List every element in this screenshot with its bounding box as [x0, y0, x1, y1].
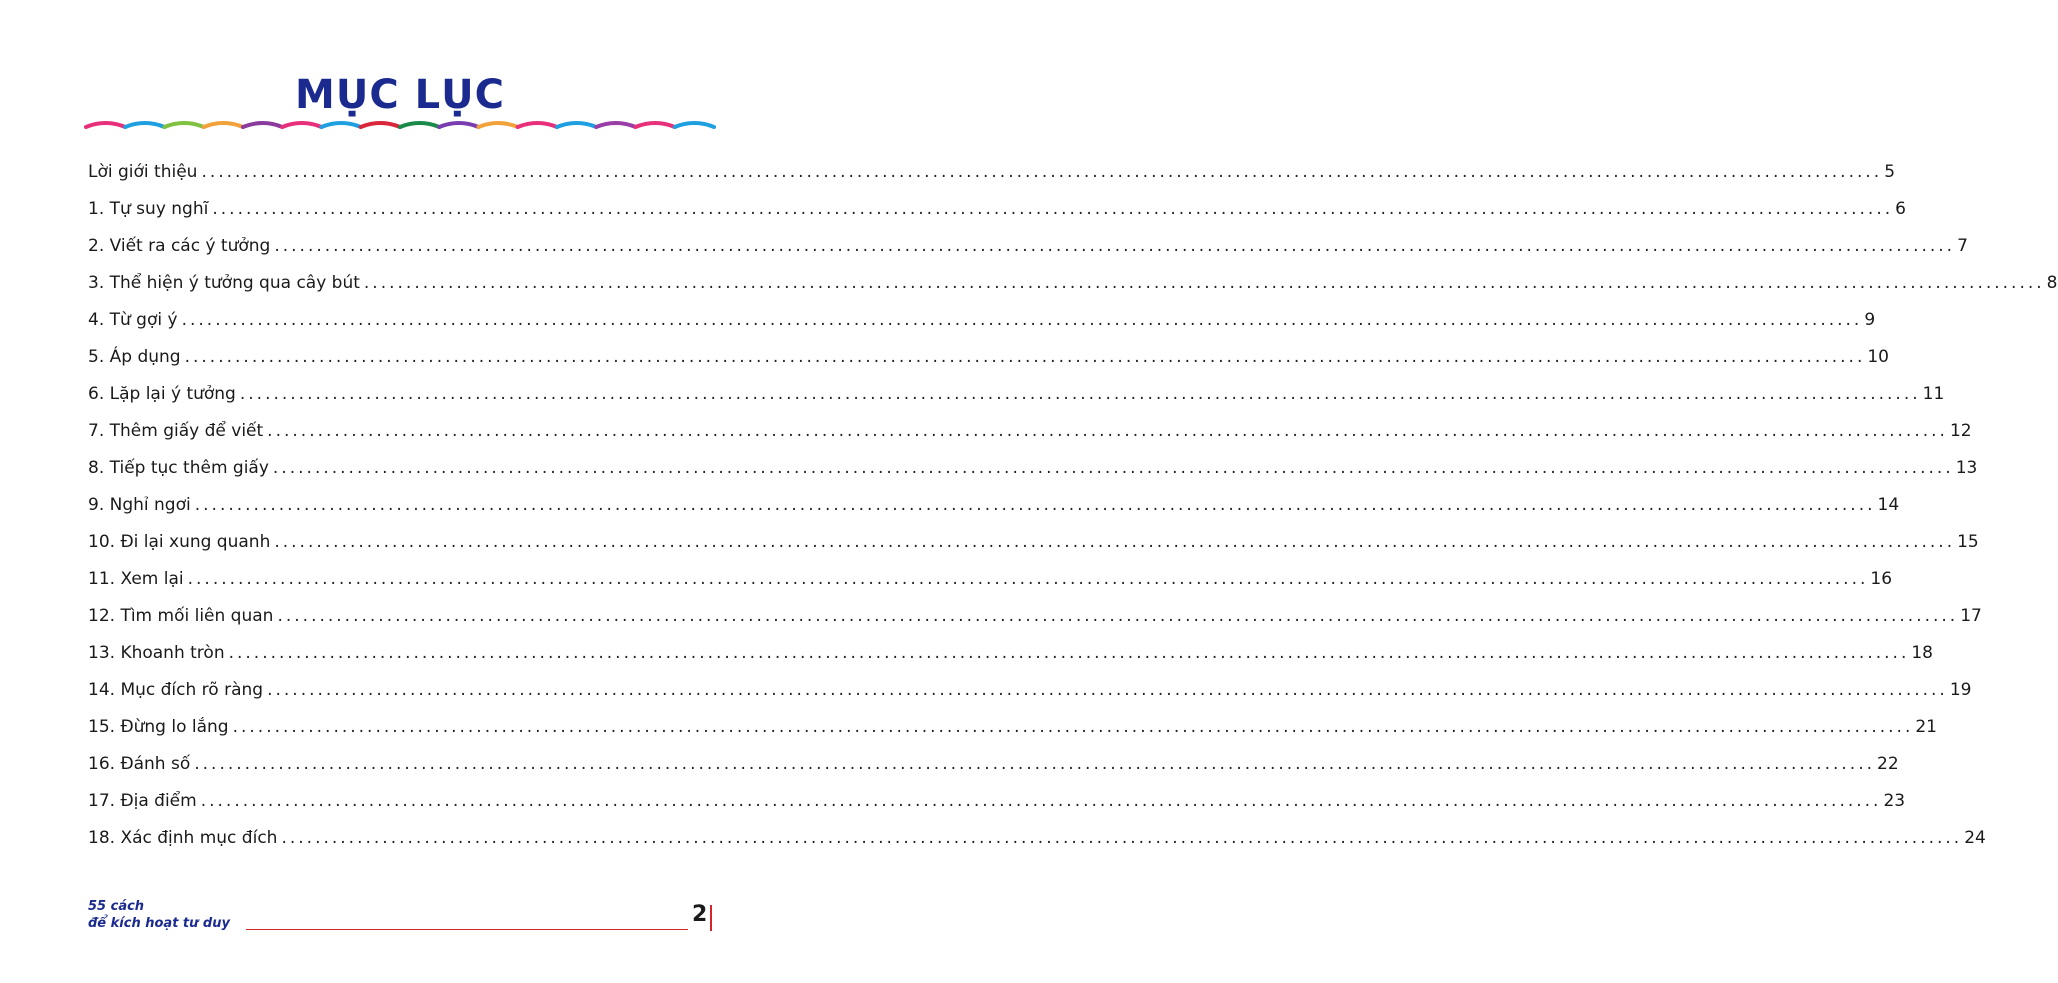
toc-entry-page: 22 — [1877, 754, 1899, 774]
wave-segment — [675, 123, 714, 127]
toc-entry-page: 16 — [1870, 569, 1893, 589]
toc-entry — [88, 524, 1979, 561]
toc-entry-page: 10 — [1867, 347, 1889, 367]
toc-leader-dots: ........................................................................................................................................................................................................ — [187, 569, 1869, 589]
toc-leader-dots: ........................................................................................................................................................................................................ — [239, 384, 1921, 404]
toc-entry — [88, 635, 1933, 672]
toc-entry-page: 14 — [1877, 495, 1900, 515]
toc-leader-dots: ........................................................................................................................................................................................................ — [277, 606, 1959, 626]
toc-entry — [88, 339, 1889, 376]
toc-entry — [88, 561, 1893, 598]
toc-entry-page: 6 — [1895, 199, 1906, 219]
wave-segment — [282, 123, 321, 127]
toc-entry-label: 2. Viết ra các ý tưởng — [88, 236, 271, 256]
toc-entry-label: 8. Tiếp tục thêm giấy — [88, 458, 269, 478]
toc-entry-page: 12 — [1949, 421, 1972, 441]
wave-segment — [86, 123, 125, 127]
wave-segment — [557, 123, 596, 127]
wave-segment — [596, 123, 635, 127]
toc-entry-label: 15. Đừng lo lắng — [88, 717, 229, 737]
toc-leader-dots: ........................................................................................................................................................................................................ — [212, 199, 1894, 219]
toc-entry-label: 10. Đi lại xung quanh — [88, 532, 271, 552]
wave-segment — [204, 123, 243, 127]
toc-entry-label: 5. Áp dụng — [88, 347, 181, 367]
table-of-contents — [88, 154, 2058, 857]
toc-entry-page: 21 — [1915, 717, 1937, 737]
toc-leader-dots: ........................................................................................................................................................................................................ — [267, 680, 1948, 700]
toc-entry-label: 4. Từ gợi ý — [88, 310, 178, 330]
page-number-tick — [710, 905, 712, 931]
toc-entry-label: 12. Tìm mối liên quan — [88, 606, 274, 626]
wave-segment — [361, 123, 400, 127]
toc-entry-page: 11 — [1922, 384, 1945, 404]
toc-entry-label: 11. Xem lại — [88, 569, 184, 589]
wave-segment — [243, 123, 282, 127]
page-title: MỤC LỤC — [295, 72, 505, 118]
toc-entry-label: 3. Thể hiện ý tưởng qua cây bút — [88, 273, 360, 293]
toc-entry — [88, 154, 1896, 191]
toc-leader-dots: ........................................................................................................................................................................................................ — [194, 495, 1876, 515]
toc-leader-dots: ........................................................................................................................................................................................................ — [232, 717, 1914, 737]
wave-segment — [322, 123, 361, 127]
wave-segment — [125, 123, 164, 127]
toc-entry-page: 17 — [1960, 606, 1982, 626]
toc-entry-label: 1. Tự suy nghĩ — [88, 199, 209, 219]
toc-entry — [88, 265, 2058, 302]
toc-leader-dots: ........................................................................................................................................................................................................ — [181, 310, 1863, 330]
toc-entry — [88, 746, 1899, 783]
wave-segment — [479, 123, 518, 127]
toc-entry — [88, 228, 1968, 265]
toc-entry-page: 5 — [1884, 162, 1896, 182]
toc-entry-label: 13. Khoanh tròn — [88, 643, 225, 663]
brand-line-2: để kích hoạt tư duy — [88, 916, 230, 931]
toc-leader-dots: ........................................................................................................................................................................................................ — [272, 458, 1954, 478]
toc-entry-page: 7 — [1957, 236, 1968, 256]
wave-segment — [518, 123, 557, 127]
toc-entry-page: 23 — [1883, 791, 1906, 811]
toc-leader-dots: ........................................................................................................................................................................................................ — [274, 532, 1956, 552]
toc-entry-label: 9. Nghỉ ngơi — [88, 495, 191, 515]
toc-leader-dots: ........................................................................................................................................................................................................ — [200, 791, 1882, 811]
toc-leader-dots: ........................................................................................................................................................................................................ — [201, 162, 1883, 182]
toc-entry — [88, 783, 1906, 820]
toc-entry — [88, 820, 1986, 857]
toc-entry-label: 16. Đánh số — [88, 754, 191, 774]
toc-leader-dots: ........................................................................................................................................................................................................ — [363, 273, 2045, 293]
toc-entry-page: 19 — [1949, 680, 1972, 700]
toc-entry — [88, 191, 1906, 228]
toc-entry — [88, 487, 1900, 524]
toc-leader-dots: ........................................................................................................................................................................................................ — [274, 236, 1956, 256]
toc-entry — [88, 709, 1937, 746]
toc-leader-dots: ........................................................................................................................................................................................................ — [228, 643, 1910, 663]
brand-line-1: 55 cách — [88, 899, 145, 914]
toc-entry-page: 24 — [1964, 828, 1986, 848]
toc-entry — [88, 413, 1972, 450]
toc-leader-dots: ........................................................................................................................................................................................................ — [267, 421, 1948, 441]
toc-leader-dots: ........................................................................................................................................................................................................ — [281, 828, 1963, 848]
toc-entry — [88, 302, 1876, 339]
toc-entry-label: 17. Địa điểm — [88, 791, 197, 811]
page-number: 2 — [692, 902, 708, 927]
footer-rule — [246, 929, 688, 930]
toc-entry-page: 9 — [1864, 310, 1876, 330]
toc-entry — [88, 450, 1978, 487]
toc-entry-label: 14. Mục đích rõ ràng — [88, 680, 264, 700]
wave-segment — [439, 123, 478, 127]
toc-entry-label: 6. Lặp lại ý tưởng — [88, 384, 236, 404]
toc-entry — [88, 672, 1972, 709]
decorative-wave-divider — [86, 118, 714, 132]
toc-entry-page: 8 — [2046, 273, 2058, 293]
toc-entry-page: 15 — [1957, 532, 1979, 552]
toc-entry — [88, 598, 1982, 635]
toc-entry-page: 18 — [1911, 643, 1933, 663]
wave-segment — [165, 123, 204, 127]
toc-entry-label: 18. Xác định mục đích — [88, 828, 278, 848]
book-brand — [88, 898, 230, 932]
toc-entry — [88, 376, 1945, 413]
wave-segment — [636, 123, 675, 127]
toc-leader-dots: ........................................................................................................................................................................................................ — [184, 347, 1866, 367]
wave-segment — [400, 123, 439, 127]
toc-entry-label: Lời giới thiệu — [88, 162, 198, 182]
toc-entry-page: 13 — [1955, 458, 1978, 478]
toc-entry-label: 7. Thêm giấy để viết — [88, 421, 264, 441]
toc-leader-dots: ........................................................................................................................................................................................................ — [194, 754, 1876, 774]
